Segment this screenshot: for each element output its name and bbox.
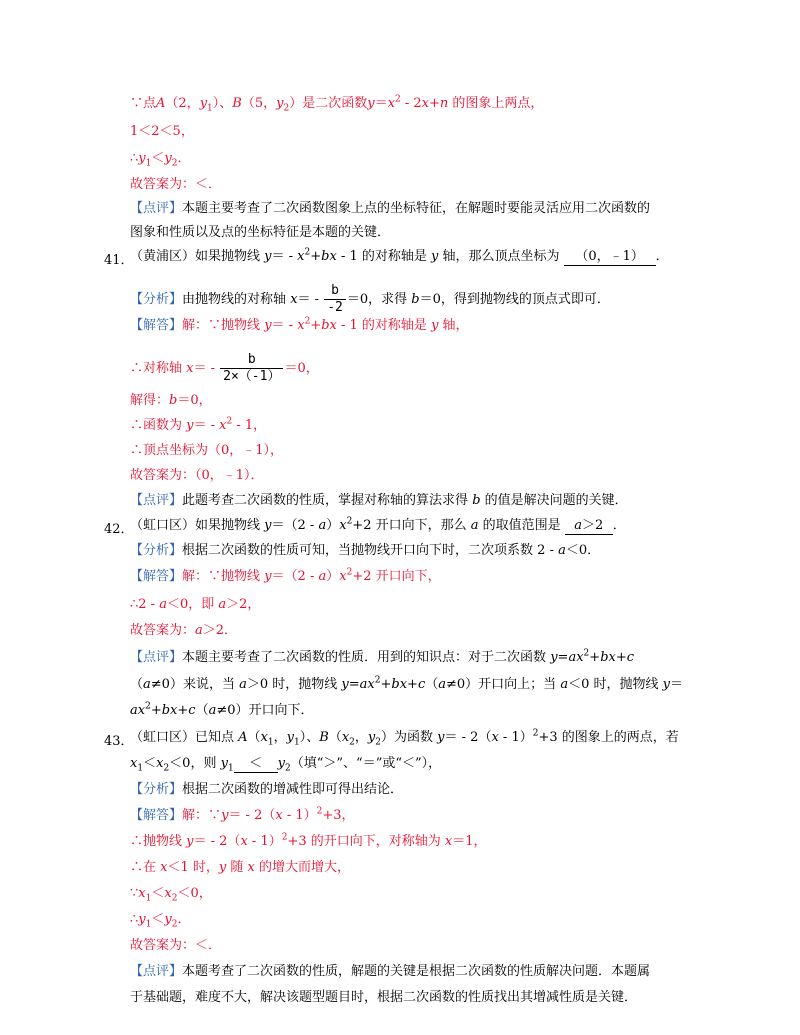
- analysis-line: 【分析】根据二次函数的性质可知，当抛物线开口向下时，二次项系数 2 - a＜0．: [130, 543, 601, 558]
- analysis-line: 【分析】由抛物线的对称轴 x＝ - $\frac{b}{-2}$ ＝0，求得 b＝0，得到抛物线的顶点式即可．: [130, 283, 610, 315]
- comment-line: 【点评】本题主要考查了二次函数图象上点的坐标特征，在解题时要能灵活应用二次函数的: [130, 201, 651, 216]
- comment-line: 【点评】本题主要考查了二次函数的性质．用到的知识点：对于二次函数 $y=ax^2+bx+c$: [130, 648, 635, 665]
- solution-line: ∴对称轴 x＝ - $\frac{b}{2\times(-1)}$ ＝0，: [130, 352, 319, 384]
- solution-line: ∴在 x＜1 时，y 随 x 的增大而增大，: [130, 860, 350, 875]
- analysis-tag: 分析: [143, 292, 170, 307]
- solution-line: ∴函数为 $y= - x^2 - 1$，: [130, 416, 267, 433]
- solution-line: 解得：b＝0，: [130, 393, 212, 408]
- solution-line: 【解答】解：∵y＝ - 2（x - 1）$^2$+3，: [130, 806, 355, 823]
- comment-line: 【点评】本题考查了二次函数的性质，解题的关键是根据二次函数的性质解决问题．本题属: [130, 964, 651, 979]
- text-line: 1＜2＜5，: [130, 124, 194, 139]
- solution-line: $\therefore y_1<y_2$．: [130, 912, 191, 930]
- text-line: ∵点A（2，$y_1$）、B（5，$y_2$）是二次函数$y=x^2 - 2x+n$ 的图象上两点，: [130, 94, 544, 114]
- question-number: 42．: [104, 522, 134, 537]
- answer-tag: 解答: [143, 569, 170, 584]
- answer-tag: 解答: [143, 808, 170, 823]
- question-text: $x_1<x_2<0$，则 $y_1 < y_2$（填“＞”、“＝”或“＜”），: [130, 756, 442, 774]
- analysis-tag: 分析: [143, 543, 170, 558]
- answer-blank: ＜: [234, 756, 278, 773]
- comment-tag: 点评: [143, 964, 170, 979]
- solution-line: $\because x_1<x_2<0$，: [130, 886, 212, 904]
- comment-tag: 点评: [143, 650, 170, 665]
- solution-line: 故答案为：a＞2．: [130, 623, 238, 638]
- question-text: （虹口区）如果抛物线 $y=(2 - a)x^2+2$ 开口向下，那么 a 的取值范围是 a＞2 ．: [130, 516, 626, 533]
- answer-tag: 解答: [143, 318, 170, 333]
- analysis-tag: 分析: [143, 782, 170, 797]
- solution-line: ∴2 - a＜0，即 a＞2，: [130, 597, 261, 612]
- solution-line: 【解答】解：∵抛物线 $y= - x^2+bx - 1$ 的对称轴是 y 轴，: [130, 316, 469, 333]
- answer-blank: （0，﹣1）: [564, 249, 656, 266]
- solution-line: ∴顶点坐标为（0，﹣1），: [130, 443, 284, 458]
- text-line: $\therefore y_1<y_2$．: [130, 151, 191, 169]
- comment-tag: 点评: [143, 493, 170, 508]
- solution-line: 故答案为：（0，﹣1）．: [130, 468, 264, 483]
- fraction: $\frac{b}{2\times(-1)}$: [220, 352, 283, 385]
- question-text: （黄浦区）如果抛物线 $y= - x^2+bx - 1$ 的对称轴是 y 轴，那么顶点坐标为 （0，﹣1） ．: [130, 247, 669, 264]
- question-number: 43．: [104, 734, 134, 749]
- solution-line: ∴抛物线 y＝ - 2（x - 1）$^2$+3 的开口向下，对称轴为 x＝1，: [130, 832, 487, 849]
- solution-line: 故答案为：＜．: [130, 938, 222, 953]
- text-line: 于基础题，难度不大，解决该题型题目时，根据二次函数的性质找出其增减性质是关键．: [130, 990, 638, 1005]
- question-text: （虹口区）已知点 $A(x_1$，$y_1$）、$B(x_2$，$y_2$）为函数 y＝ - 2（x - 1）$^2$+3 的图象上的两点，若: [130, 728, 679, 748]
- question-number: 41．: [104, 253, 134, 268]
- text-line: $ax^2+bx+c(a\ne 0)$开口向下．: [130, 701, 314, 718]
- text-line: 图象和性质以及点的坐标特征是本题的关键．: [130, 225, 391, 240]
- solution-line: 【解答】解：∵抛物线 $y=(2 - a)x^2+2$ 开口向下，: [130, 567, 441, 584]
- fraction: $\frac{b}{-2}$: [324, 283, 346, 316]
- comment-line: 【点评】此题考查二次函数的性质，掌握对称轴的算法求得 b 的值是解决问题的关键．: [130, 493, 628, 508]
- text-line: 故答案为：＜．: [130, 177, 222, 192]
- comment-tag: 点评: [143, 201, 170, 216]
- analysis-line: 【分析】根据二次函数的增减性即可得出结论．: [130, 782, 404, 797]
- text-line: （a≠0）来说，当 a＞0 时，抛物线 $y=ax^2+bx+c(a\ne 0)$开口向上；当 a＜0 时，抛物线 y＝: [130, 675, 683, 692]
- answer-blank: a＞2: [565, 518, 613, 535]
